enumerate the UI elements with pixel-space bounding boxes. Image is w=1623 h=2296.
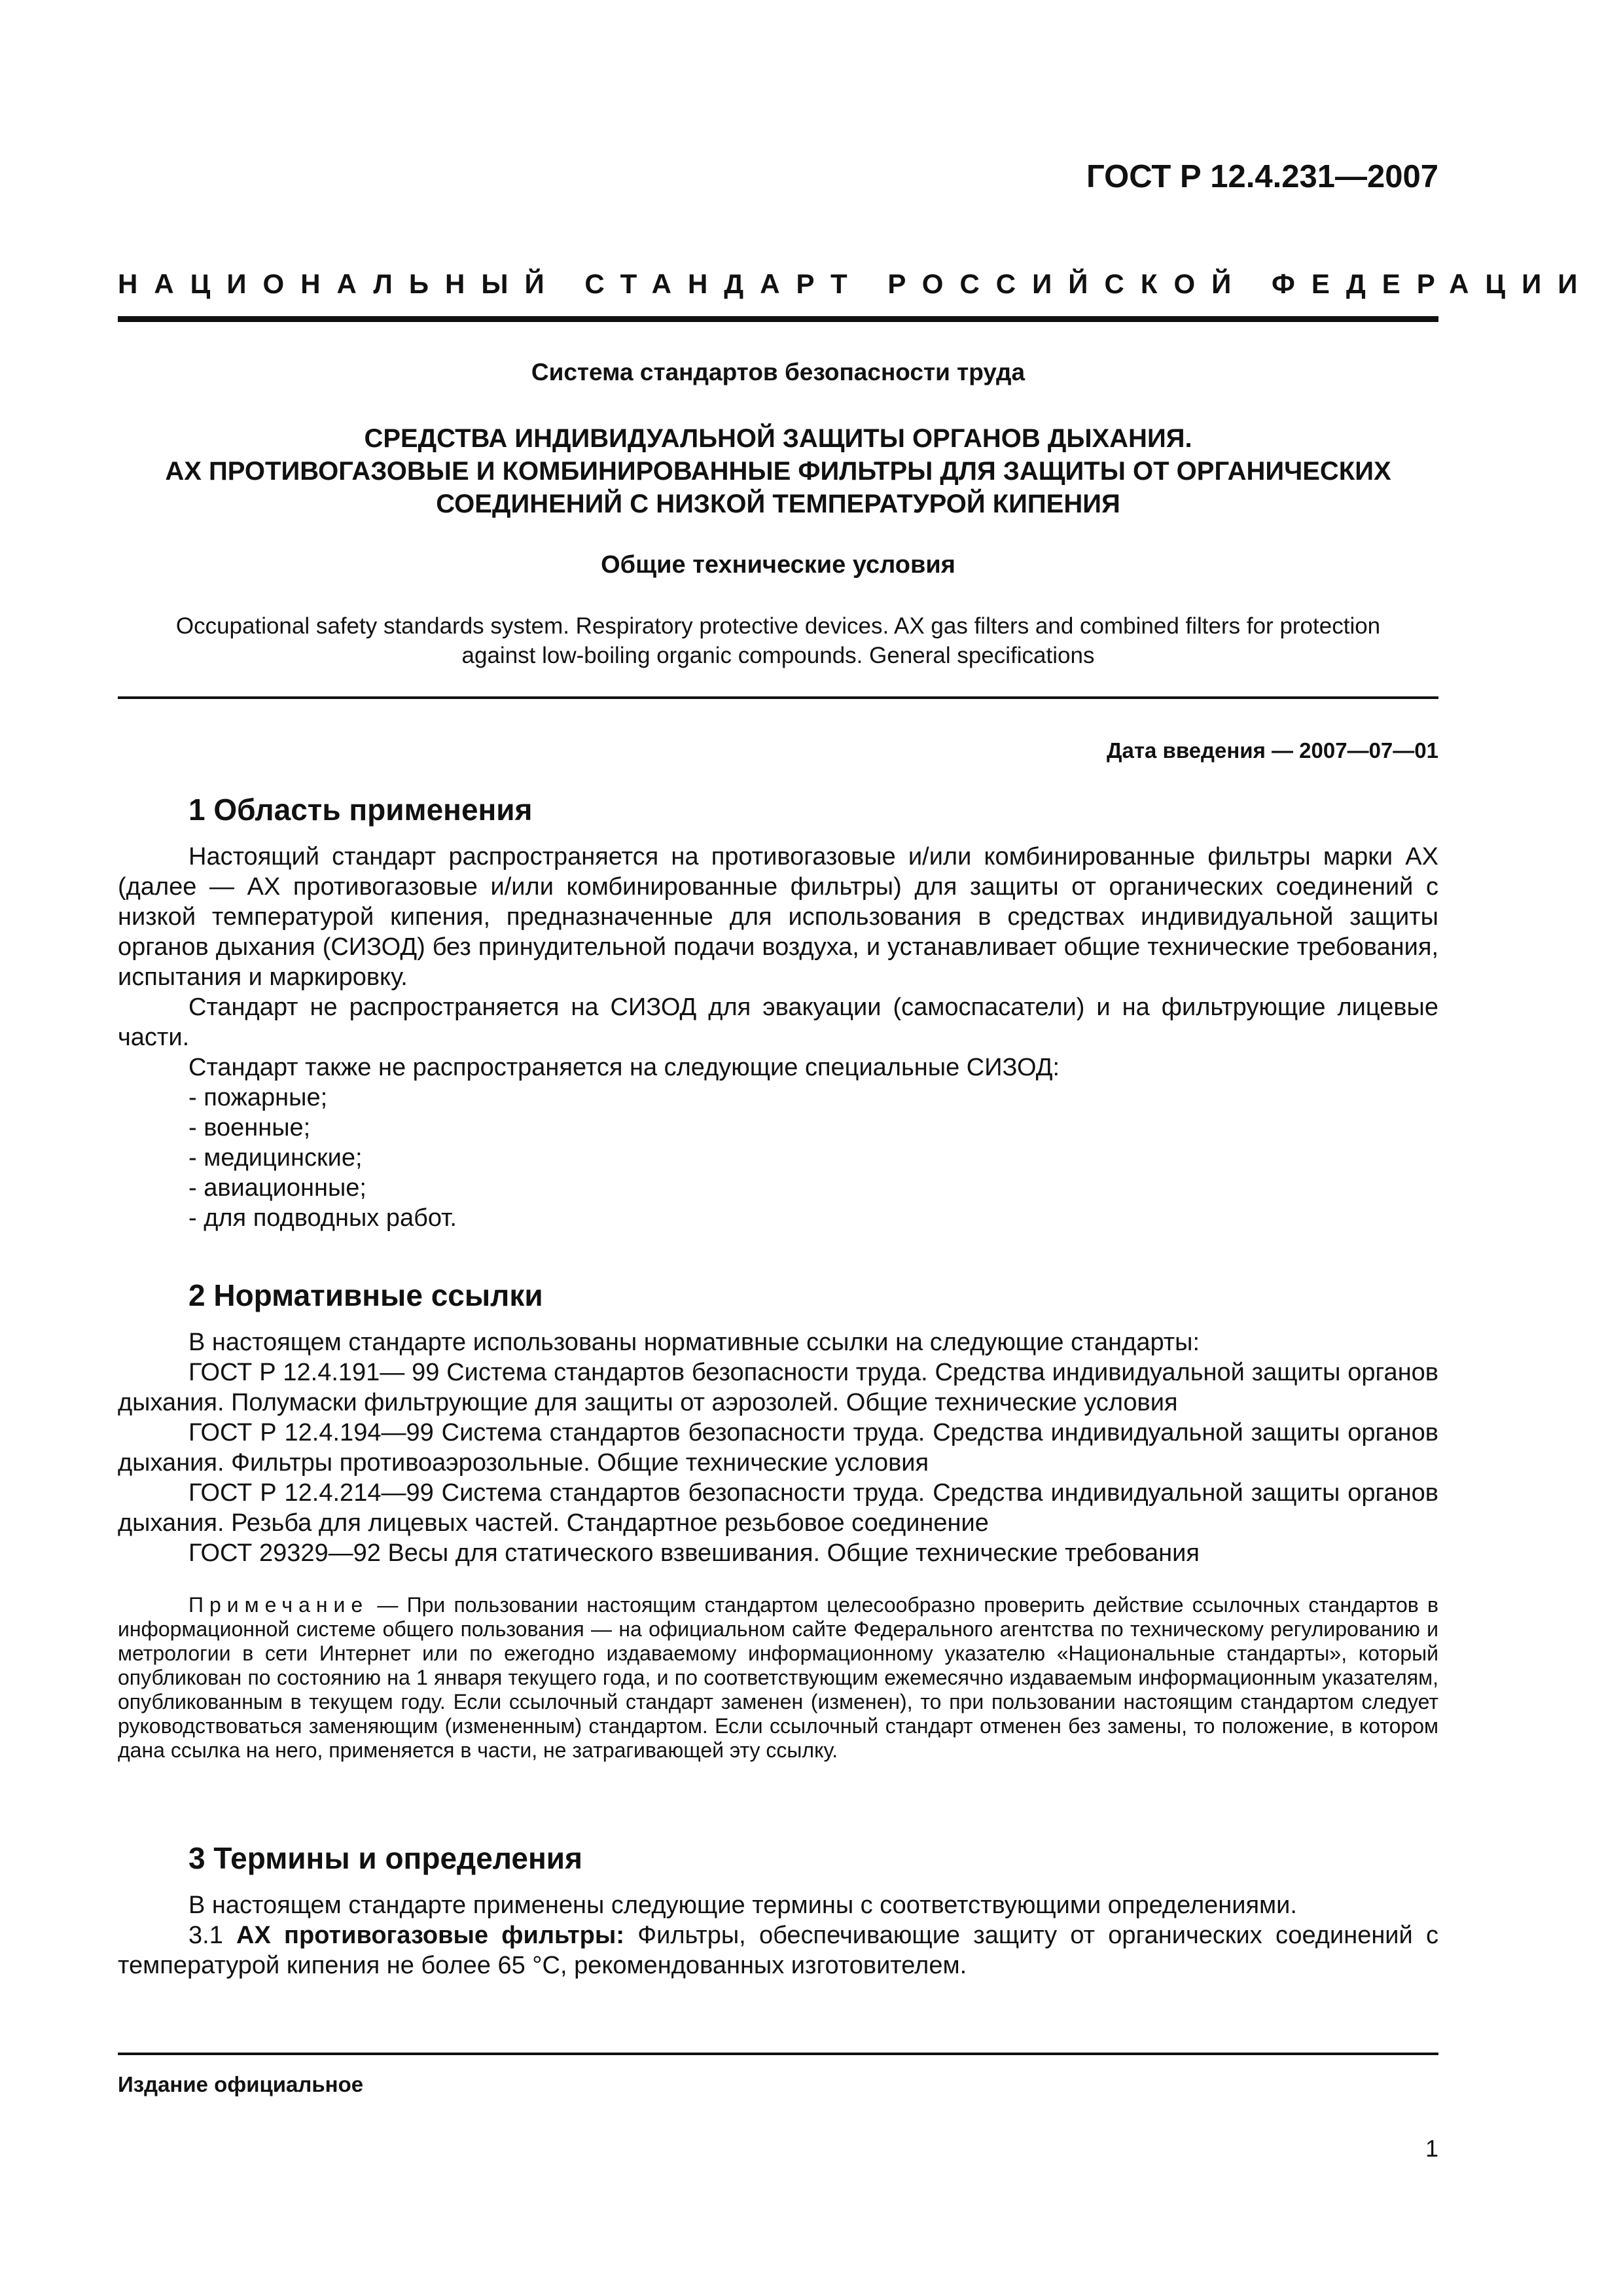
note-text: — При пользовании настоящим стандартом целесообразно проверить действие ссылочных стандартов в информационной системе общего пользования — на официальном сайте Федерального агентства по техническому регулированию и метрологии в сети Интернет или по ежегодно издаваемому информационному указателю «Национальные стандарты», который опубликован по состоянию на 1 января текущего года, и по соответствующим ежемесячно издаваемым информационным указателям, опубликованным в текущем году. Если ссылочный стандарт заменен (изменен), то при пользовании настоящим стандартом следует руководствоваться заменяющим (измененным) стандартом. Если ссылочный стандарт отменен без замены, то положение, в котором дана ссылка на него, применяется в части, не затрагивающей эту ссылку. (118, 1593, 1438, 1762)
list-item: - военные; (188, 1114, 311, 1141)
section-2-heading: 2 Нормативные ссылки (188, 1278, 543, 1312)
subtitle: Общие технические условия (601, 551, 955, 579)
reference: ГОСТ Р 12.4.191— 99 Система стандартов безопасности труда. Средства индивидуальной защиты органов дыхания. Полумаски фильтрующие для защиты от аэрозолей. Общие технические условия (118, 1359, 1438, 1416)
section-3-body (118, 1890, 1438, 1981)
english-title (118, 611, 1438, 670)
definition: Фильтры, обеспечивающие защиту от органических соединений с температурой кипения не более 65 °С, рекомендованных изготовителем. (118, 1922, 1438, 1979)
english-title-line: Occupational safety standards system. Respiratory protective devices. AX gas filters and combined filters for protection (175, 613, 1381, 639)
footer-rule (118, 2053, 1438, 2055)
paragraph: В настоящем стандарте использованы нормативные ссылки на следующие стандарты: (188, 1329, 1200, 1356)
section-2-body (118, 1327, 1438, 1568)
list-item: - медицинские; (188, 1144, 363, 1172)
paragraph: Настоящий стандарт распространяется на противогазовые и/или комбинированные фильтры марки АХ (далее — АХ противогазовые и/или комбинированные фильтры) для защиты от органических соединений с низкой температурой кипения, предназначенные для использования в средствах индивидуальной защиты органов дыхания (СИЗОД) без принудительной подачи воздуха, и устанавливает общие технические требования, испытания и маркировку. (118, 843, 1438, 991)
note (118, 1593, 1438, 1763)
paragraph: В настоящем стандарте применены следующие термины с соответствующими определениями. (188, 1892, 1297, 1919)
paragraph: Стандарт также не распространяется на следующие специальные СИЗОД: (188, 1054, 1060, 1081)
list-item: - пожарные; (188, 1084, 328, 1111)
reference: ГОСТ Р 12.4.194—99 Система стандартов безопасности труда. Средства индивидуальной защиты органов дыхания. Фильтры противоаэрозольные. Общие технические условия (118, 1419, 1438, 1477)
system-title: Система стандартов безопасности труда (531, 359, 1026, 386)
national-standard-banner: НАЦИОНАЛЬНЫЙ СТАНДАРТ РОССИЙСКОЙ ФЕДЕРАЦИИ (118, 268, 1594, 299)
header-rule (118, 316, 1438, 322)
english-title-line: against low-boiling organic compounds. General specifications (461, 643, 1095, 668)
reference: ГОСТ Р 12.4.214—99 Система стандартов безопасности труда. Средства индивидуальной защиты органов дыхания. Резьба для лицевых частей. Стандартное резьбовое соединение (118, 1479, 1438, 1537)
main-title-line: АХ ПРОТИВОГАЗОВЫЕ И КОМБИНИРОВАННЫЕ ФИЛЬТРЫ ДЛЯ ЗАЩИТЫ ОТ ОРГАНИЧЕСКИХ (165, 457, 1391, 486)
section-1-body (118, 842, 1438, 1233)
standard-designation: ГОСТ Р 12.4.231—2007 (1086, 159, 1438, 194)
edition-label: Издание официальное (118, 2072, 364, 2096)
section-3-heading: 3 Термины и определения (188, 1841, 582, 1875)
list-item: - авиационные; (188, 1174, 366, 1202)
term-definition (118, 1920, 1438, 1981)
list-item: - для подводных работ. (188, 1204, 457, 1232)
reference: ГОСТ 29329—92 Весы для статического взвешивания. Общие технические требования (188, 1539, 1200, 1567)
main-title (118, 422, 1438, 520)
main-title-line: СОЕДИНЕНИЙ С НИЗКОЙ ТЕМПЕРАТУРОЙ КИПЕНИЯ (436, 490, 1120, 518)
term-number: 3.1 (188, 1922, 237, 1949)
term: АХ противогазовые фильтры: (236, 1922, 624, 1949)
paragraph: Стандарт не распространяется на СИЗОД для эвакуации (самоспасатели) и на фильтрующие лицевые части. (118, 994, 1438, 1051)
note-label: Примечание (188, 1593, 369, 1617)
page-number: 1 (1425, 2135, 1438, 2162)
section-1-heading: 1 Область применения (188, 793, 533, 827)
main-title-line: СРЕДСТВА ИНДИВИДУАЛЬНОЙ ЗАЩИТЫ ОРГАНОВ ДЫХАНИЯ. (364, 424, 1192, 453)
date-introduced: Дата введения — 2007—07—01 (1107, 738, 1438, 762)
title-rule (118, 696, 1438, 699)
